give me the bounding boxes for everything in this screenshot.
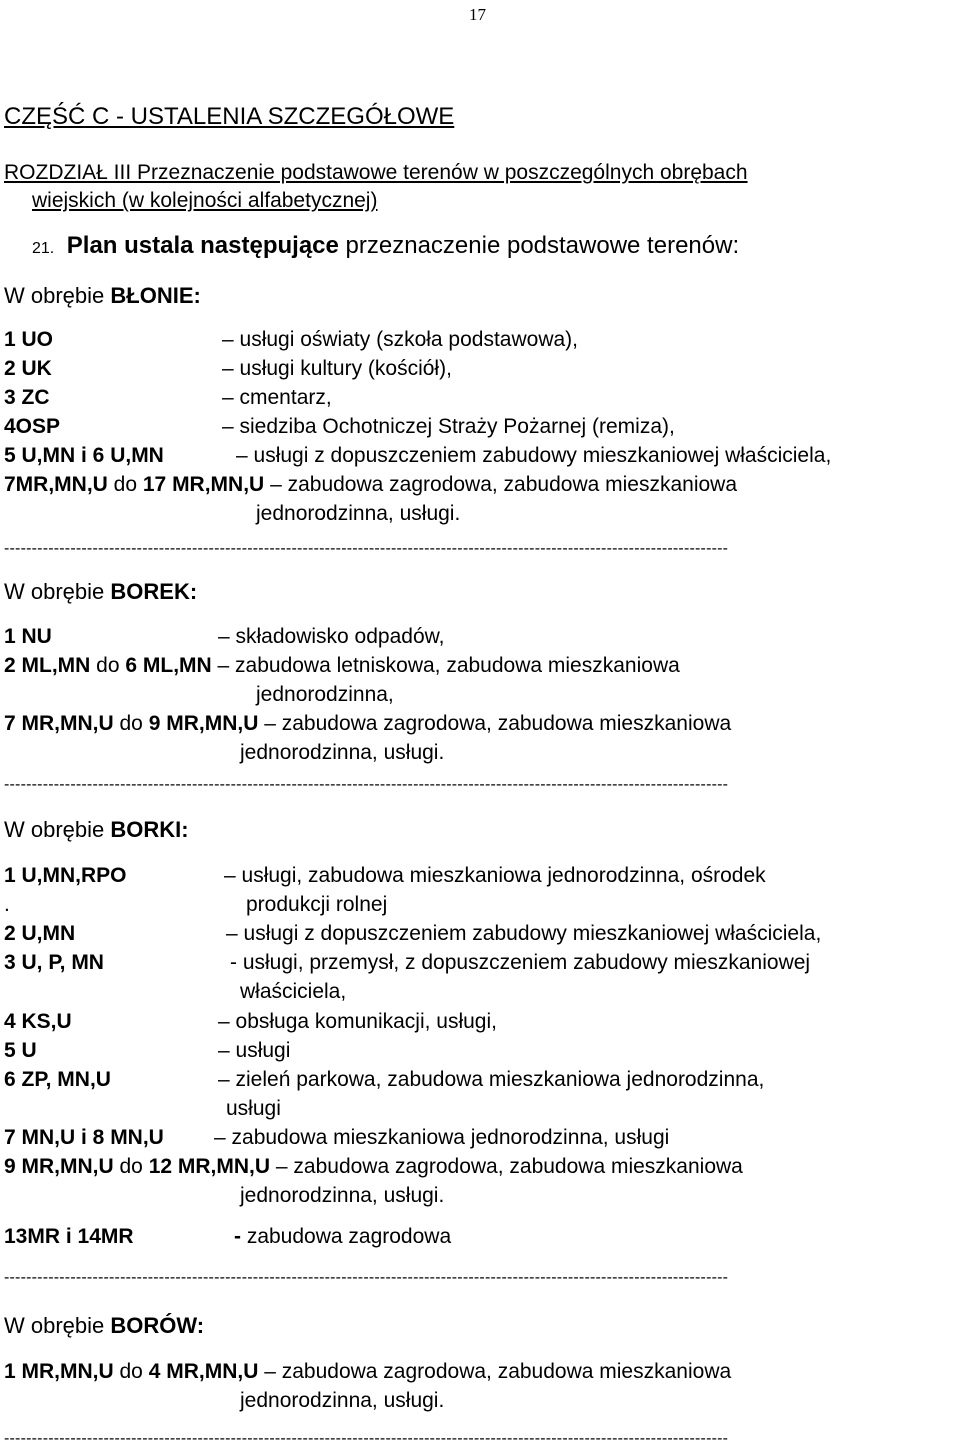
row-desc: – cmentarz, — [222, 386, 332, 409]
row-desc: – usługi, zabudowa mieszkaniowa jednorodzinna, ośrodek — [224, 864, 766, 887]
village-name: BŁONIE: — [110, 283, 201, 308]
row-desc: – usługi oświaty (szkoła podstawowa), — [222, 328, 578, 351]
row-code: 1 NU — [4, 625, 52, 648]
section-heading-borki: W obrębie BORKI: — [4, 817, 189, 842]
row-desc: – usługi z dopuszczeniem zabudowy mieszkaniowej właściciela, — [236, 444, 832, 467]
paragraph-intro — [32, 233, 739, 262]
page-number: 17 — [469, 5, 486, 24]
row-desc: – usługi kultury (kościół), — [222, 357, 452, 380]
separator-line: ----------------------------------------------------------------------------------------------------------------------------------- — [4, 776, 729, 793]
chapter-title-line2: wiejskich (w kolejności alfabetycznej) — [32, 189, 378, 212]
row-range: 7MR,MN,U do 17 MR,MN,U – zabudowa zagrodowa, zabudowa mieszkaniowa — [4, 473, 738, 496]
village-name: BORÓW: — [110, 1313, 205, 1338]
row-desc: - usługi, przemysł, z dopuszczeniem zabudowy mieszkaniowej — [230, 951, 811, 974]
row-continuation: jednorodzinna, usługi. — [240, 1389, 445, 1412]
row-continuation: jednorodzinna, usługi. — [256, 502, 461, 525]
paragraph-symbol: 21. — [32, 240, 55, 257]
row-continuation: produkcji rolnej — [246, 893, 388, 916]
row-desc: – zabudowa mieszkaniowa jednorodzinna, usługi — [214, 1126, 670, 1149]
chapter-title-line1: ROZDZIAŁ III Przeznaczenie podstawowe terenów w poszczególnych obrębach — [4, 161, 748, 184]
row-code: 4 KS,U — [4, 1010, 72, 1033]
separator-line: ----------------------------------------------------------------------------------------------------------------------------------- — [4, 540, 729, 557]
row-desc: – obsługa komunikacji, usługi, — [218, 1010, 497, 1033]
row-code: 3 U, P, MN — [4, 951, 104, 974]
row-continuation: jednorodzinna, usługi. — [240, 741, 445, 764]
row-code: 1 UO — [4, 328, 54, 351]
row-continuation: jednorodzinna, — [256, 683, 394, 706]
row-continuation: jednorodzinna, usługi. — [240, 1184, 445, 1207]
row-code: 2 UK — [4, 357, 52, 380]
separator-line: ----------------------------------------------------------------------------------------------------------------------------------- — [4, 1430, 729, 1447]
row-code: 13MR i 14MR — [4, 1225, 134, 1248]
paragraph-bold-text: Plan ustala następujące — [66, 232, 339, 259]
row-desc: – siedziba Ochotniczej Straży Pożarnej (remiza), — [222, 415, 675, 438]
row-desc: - zabudowa zagrodowa — [234, 1225, 452, 1248]
village-name: BOREK: — [110, 579, 198, 604]
row-continuation: usługi — [226, 1097, 281, 1120]
part-title: CZĘŚĆ C - USTALENIA SZCZEGÓŁOWE — [4, 103, 455, 130]
row-desc: – usługi — [218, 1039, 291, 1062]
row-desc: – usługi z dopuszczeniem zabudowy mieszkaniowej właściciela, — [226, 922, 822, 945]
row-code: 6 ZP, MN,U — [4, 1068, 111, 1091]
row-range: 2 ML,MN do 6 ML,MN – zabudowa letniskowa, zabudowa mieszkaniowa — [4, 654, 680, 677]
row-code: 5 U,MN i 6 U,MN — [4, 444, 164, 467]
row-range: 9 MR,MN,U do 12 MR,MN,U – zabudowa zagrodowa, zabudowa mieszkaniowa — [4, 1155, 743, 1178]
row-dot: . — [4, 893, 10, 916]
row-code: 1 U,MN,RPO — [4, 864, 127, 887]
row-desc: – składowisko odpadów, — [218, 625, 445, 648]
paragraph-rest-text: przeznaczenie podstawowe terenów: — [338, 232, 740, 259]
row-range: 1 MR,MN,U do 4 MR,MN,U – zabudowa zagrodowa, zabudowa mieszkaniowa — [4, 1360, 732, 1383]
row-code: 5 U — [4, 1039, 37, 1062]
row-code: 3 ZC — [4, 386, 50, 409]
row-code: 4OSP — [4, 415, 61, 438]
row-code: 2 U,MN — [4, 922, 76, 945]
row-range: 7 MR,MN,U do 9 MR,MN,U – zabudowa zagrodowa, zabudowa mieszkaniowa — [4, 712, 732, 735]
village-name: BORKI: — [110, 817, 189, 842]
section-heading-borow: W obrębie BORÓW: — [4, 1313, 205, 1338]
section-heading-blonie: W obrębie BŁONIE: — [4, 283, 201, 308]
row-continuation: właściciela, — [240, 980, 347, 1003]
separator-line: ----------------------------------------------------------------------------------------------------------------------------------- — [4, 1269, 729, 1286]
section-heading-borek: W obrębie BOREK: — [4, 579, 198, 604]
row-desc: – zieleń parkowa, zabudowa mieszkaniowa jednorodzinna, — [218, 1068, 765, 1091]
row-code: 7 MN,U i 8 MN,U — [4, 1126, 164, 1149]
